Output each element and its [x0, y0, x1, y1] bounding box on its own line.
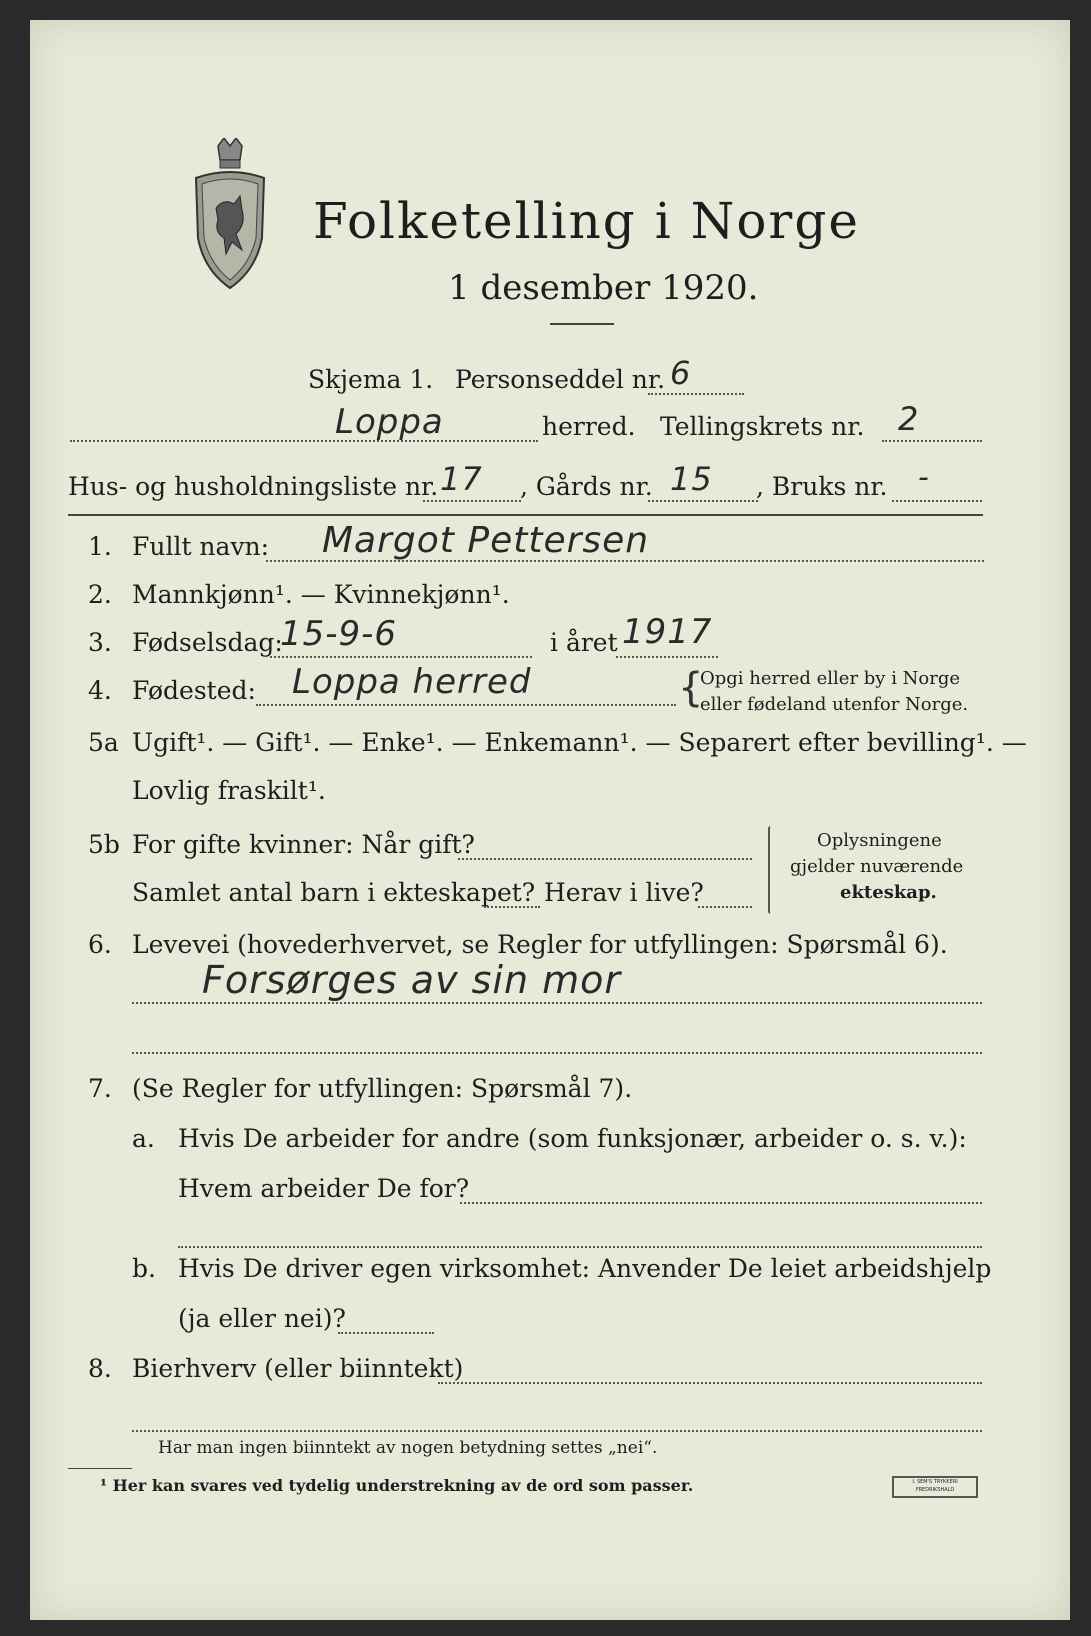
q2-number: 2.: [88, 580, 112, 609]
q7-label: (Se Regler for utfyllingen: Spørsmål 7).: [132, 1074, 633, 1103]
q8-answer-line1: [438, 1382, 982, 1384]
bruks-value: -: [918, 460, 930, 495]
printer-stamp: I. SEM'S TRYKKERI FREDRIKSHALD: [892, 1476, 978, 1498]
q4-label: Fødested:: [132, 676, 256, 705]
personseddel-label: Personseddel nr.: [455, 365, 666, 394]
q3-line: [270, 656, 532, 658]
q5b-line1: For gifte kvinner: Når gift?: [132, 830, 475, 859]
q5b-note1: Oplysningene: [817, 830, 942, 851]
form-title: Folketelling i Norge: [313, 192, 860, 250]
herred-value: Loppa: [335, 402, 444, 442]
q5b-children-line: [484, 906, 540, 908]
gards-value: 15: [670, 460, 713, 498]
q8-answer-line2: [132, 1430, 982, 1432]
q6-line2: [132, 1052, 982, 1054]
q7a-answer-line2: [178, 1246, 982, 1248]
q7a-letter: a.: [132, 1124, 155, 1153]
herred-line: [70, 440, 538, 442]
bruks-line: [892, 500, 982, 502]
q7b-line1: Hvis De driver egen virksomhet: Anvender De leiet arbeidshjelp: [178, 1254, 992, 1283]
q3-label: Fødselsdag:: [132, 628, 283, 657]
tellingskrets-value: 2: [898, 400, 920, 438]
q7a-answer-line1: [460, 1202, 982, 1204]
q3-number: 3.: [88, 628, 112, 657]
q5b-married-line: [458, 858, 752, 860]
skjema-label: Skjema 1.: [308, 365, 434, 394]
q4-value: Loppa herred: [292, 662, 532, 702]
q6-number: 6.: [88, 930, 112, 959]
q3-year-label: i året: [550, 628, 618, 657]
q5a-line1: Ugift¹. — Gift¹. — Enke¹. — Enkemann¹. — Separert efter bevilling¹. —: [132, 728, 1027, 757]
personseddel-line: [648, 393, 744, 395]
gards-line: [648, 500, 758, 502]
hus-label: Hus- og husholdningsliste nr.: [68, 472, 439, 501]
q4-note-line2: eller fødeland utenfor Norge.: [700, 694, 969, 715]
q5a-line2: Lovlig fraskilt¹.: [132, 776, 326, 805]
q8-note: Har man ingen biinntekt av nogen betydning settes „nei“.: [158, 1438, 658, 1458]
q5b-alive-line: [698, 906, 752, 908]
q3-year-line: [616, 656, 718, 658]
q5b-note2: gjelder nuværende: [790, 856, 964, 877]
q5b-number: 5b: [88, 830, 120, 859]
q7b-line2: (ja eller nei)?: [178, 1304, 346, 1333]
hus-value: 17: [440, 460, 483, 498]
herred-label: herred.: [542, 412, 636, 441]
q4-number: 4.: [88, 676, 112, 705]
tellingskrets-label: Tellingskrets nr.: [660, 412, 865, 441]
q5b-note3: ekteskap.: [840, 882, 937, 903]
q7a-line2: Hvem arbeider De for?: [178, 1174, 470, 1203]
census-form-page: [30, 20, 1070, 1620]
gards-label: , Gårds nr.: [520, 472, 653, 501]
q5b-line2b: Herav i live?: [544, 878, 704, 907]
q6-value: Forsørges av sin mor: [202, 958, 622, 1002]
title-divider: [550, 323, 614, 325]
q5b-bracket: [768, 826, 773, 914]
footnote-divider: [68, 1468, 132, 1469]
q7-number: 7.: [88, 1074, 112, 1103]
q8-label: Bierhverv (eller biinntekt): [132, 1354, 464, 1383]
tellingskrets-line: [882, 440, 982, 442]
q3-year-value: 1917: [622, 612, 713, 652]
hus-line: [423, 500, 521, 502]
q4-brace: {: [678, 665, 704, 711]
q3-value: 15-9-6: [280, 614, 398, 654]
q6-label: Levevei (hovederhvervet, se Regler for utfyllingen: Spørsmål 6).: [132, 930, 948, 959]
q2-label: Mannkjønn¹. — Kvinnekjønn¹.: [132, 580, 510, 609]
coat-of-arms-icon: [190, 138, 270, 298]
q1-value: Margot Pettersen: [322, 520, 650, 561]
q5a-number: 5a: [88, 728, 119, 757]
q5b-line2a: Samlet antal barn i ekteskapet?: [132, 878, 536, 907]
q4-note-line1: Opgi herred eller by i Norge: [700, 668, 961, 689]
header-divider: [68, 514, 983, 516]
personseddel-value: 6: [670, 354, 692, 392]
q7b-answer-line: [338, 1332, 434, 1334]
q1-number: 1.: [88, 532, 112, 561]
census-date: 1 desember 1920.: [448, 268, 759, 308]
q4-line: [256, 704, 676, 706]
q1-label: Fullt navn:: [132, 532, 270, 561]
q6-line1: [132, 1002, 982, 1004]
q7a-line1: Hvis De arbeider for andre (som funksjonær, arbeider o. s. v.):: [178, 1124, 967, 1153]
footnote: ¹ Her kan svares ved tydelig understrekning av de ord som passer.: [100, 1476, 694, 1495]
q8-number: 8.: [88, 1354, 112, 1383]
bruks-label: , Bruks nr.: [756, 472, 888, 501]
q7b-letter: b.: [132, 1254, 156, 1283]
